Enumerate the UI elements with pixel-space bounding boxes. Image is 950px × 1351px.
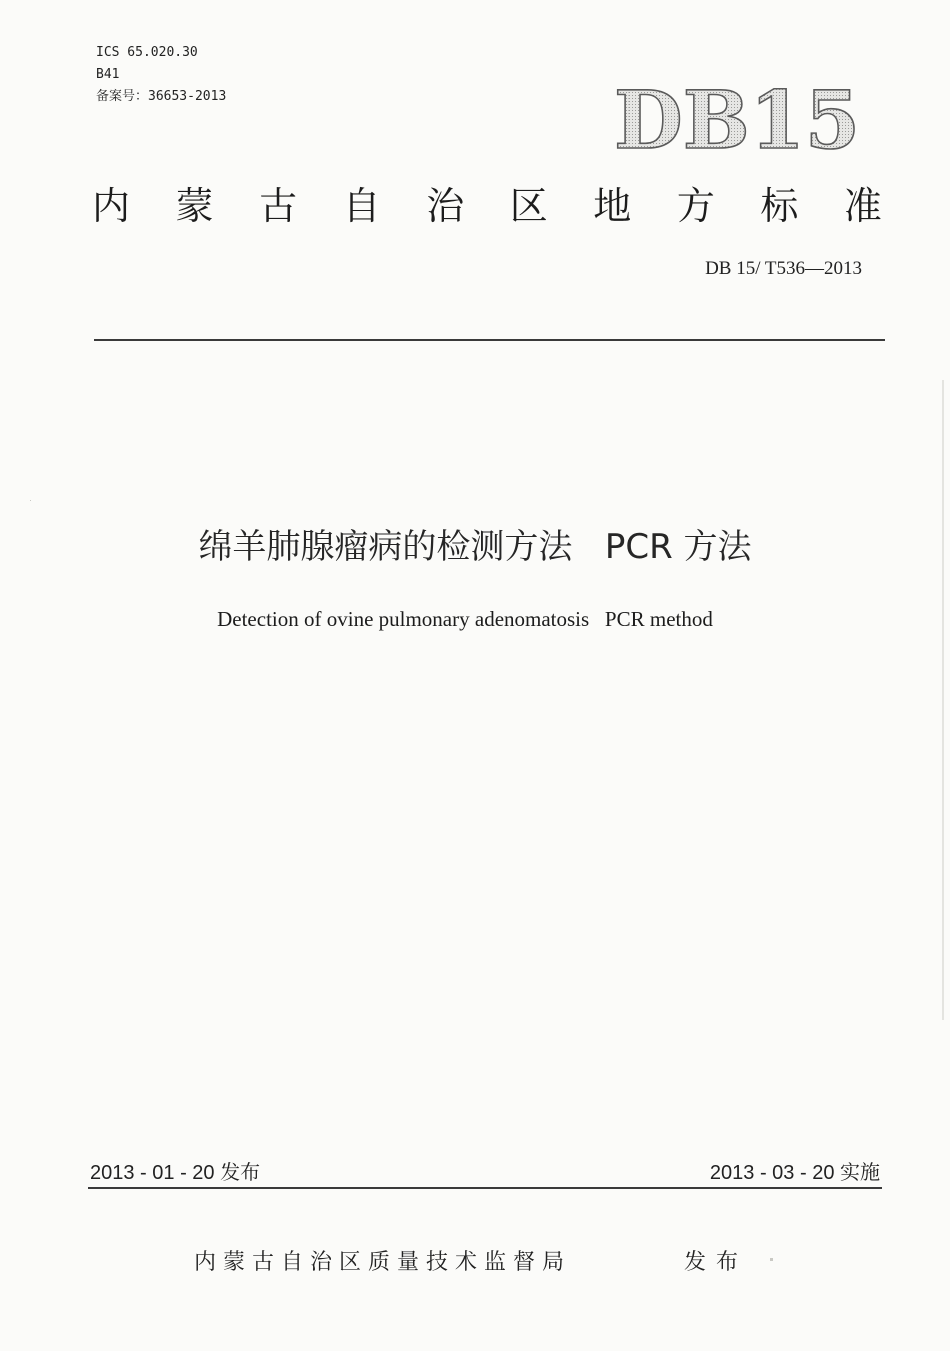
document-title-en: Detection of ovine pulmonary adenomatosis PCR method — [217, 607, 713, 631]
org-title-char: 地 — [593, 184, 632, 228]
org-standard-title — [92, 180, 882, 232]
bottom-divider — [88, 1187, 882, 1189]
org-title-char: 标 — [760, 184, 799, 228]
document-title-cn: 绵羊肺腺瘤病的检测方法 PCR 方法 — [198, 527, 752, 567]
org-title-char: 区 — [509, 184, 548, 228]
org-title-char: 方 — [676, 184, 715, 228]
issue-label: 发布 — [684, 1250, 749, 1275]
record-number: 备案号：36653-2013 — [96, 89, 227, 104]
standard-number: DB 15/ T536—2013 — [705, 258, 862, 279]
category-code: B41 — [96, 67, 120, 82]
issuing-authority: 内蒙古自治区质量技术监督局 — [194, 1250, 572, 1275]
scan-speck — [942, 380, 944, 1020]
org-title-char: 内 — [92, 184, 131, 228]
issue-date: 2013 - 01 - 20 发布 — [90, 1162, 261, 1184]
ics-code: ICS 65.020.30 — [96, 45, 198, 60]
org-title-char: 蒙 — [175, 184, 214, 228]
org-title-char: 古 — [259, 184, 298, 228]
org-title-char: 准 — [843, 184, 882, 228]
scan-speck — [770, 1258, 773, 1261]
org-title-char: 治 — [426, 184, 465, 228]
top-divider — [94, 339, 885, 341]
implement-date: 2013 - 03 - 20 实施 — [709, 1162, 880, 1184]
header-meta — [96, 42, 226, 108]
db15-mark — [614, 80, 864, 154]
db15-mark-text: DB15 — [614, 80, 860, 154]
org-title-char: 自 — [342, 184, 381, 228]
scan-speck — [30, 500, 31, 501]
